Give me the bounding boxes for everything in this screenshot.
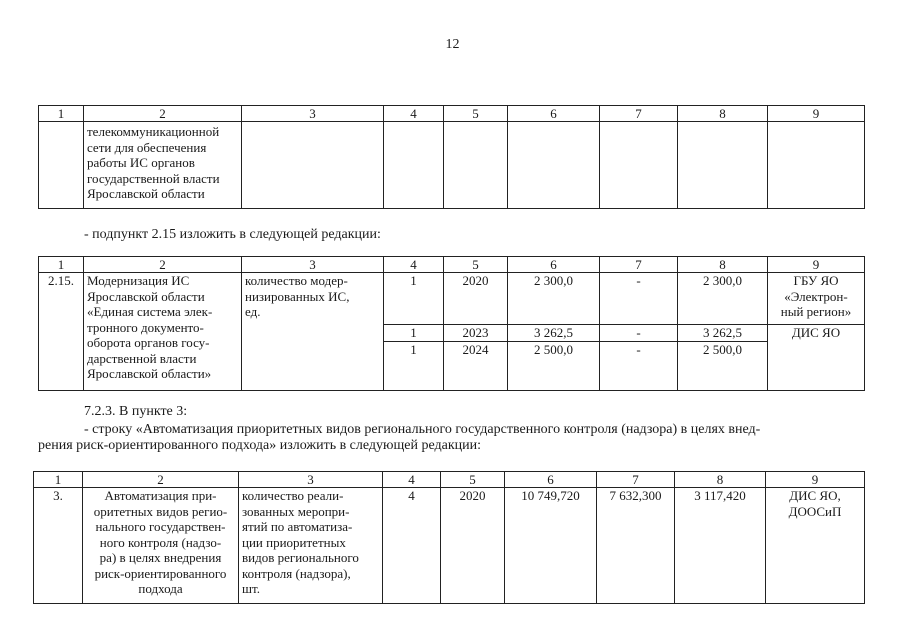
header-cell: 1 bbox=[34, 472, 83, 488]
value-cell: 2 500,0 bbox=[508, 342, 600, 391]
header-cell: 4 bbox=[383, 472, 441, 488]
header-cell: 4 bbox=[384, 106, 444, 122]
header-cell: 2 bbox=[83, 472, 239, 488]
value-cell: 1 bbox=[384, 342, 444, 391]
header-cell: 1 bbox=[39, 106, 84, 122]
table-header-row bbox=[39, 106, 865, 122]
table-header-row bbox=[39, 257, 865, 273]
executor-cell: ДИС ЯО, ДООСиП bbox=[766, 488, 865, 604]
paragraph-line-2: рения риск-ориентированного подхода» изложить в следующей редакции: bbox=[38, 438, 482, 453]
row-number-cell: 2.15. bbox=[39, 273, 84, 391]
header-cell: 2 bbox=[84, 106, 242, 122]
executor-cell: ДИС ЯО bbox=[768, 325, 865, 391]
year-cell: 2020 bbox=[444, 273, 508, 325]
table-point-3 bbox=[33, 471, 865, 604]
value-cell: - bbox=[600, 273, 678, 325]
header-cell: 4 bbox=[384, 257, 444, 273]
paragraph-7-2-3: 7.2.3. В пункте 3: bbox=[84, 404, 188, 419]
header-cell: 2 bbox=[84, 257, 242, 273]
table-row bbox=[39, 122, 865, 209]
header-cell: 9 bbox=[768, 106, 865, 122]
value-cell: 10 749,720 bbox=[505, 488, 597, 604]
value-cell: 3 117,420 bbox=[675, 488, 766, 604]
header-cell: 5 bbox=[441, 472, 505, 488]
year-cell: 2024 bbox=[444, 342, 508, 391]
table-row bbox=[39, 273, 865, 325]
value-cell: 3 262,5 bbox=[678, 325, 768, 342]
year-cell: 2023 bbox=[444, 325, 508, 342]
description-cell: телекоммуникационной сети для обеспечения работы ИС органов государственной власти Ярославской области bbox=[84, 122, 242, 209]
header-cell: 3 bbox=[242, 257, 384, 273]
header-cell: 1 bbox=[39, 257, 84, 273]
value-cell: 2 300,0 bbox=[678, 273, 768, 325]
value-cell: 2 500,0 bbox=[678, 342, 768, 391]
table-subpoint-2-15 bbox=[38, 256, 865, 391]
header-cell: 6 bbox=[508, 257, 600, 273]
paragraph-line-1: - строку «Автоматизация приоритетных видов регионального государственного контроля (надзора) в целях внед- bbox=[84, 422, 761, 437]
header-cell: 5 bbox=[444, 106, 508, 122]
header-cell: 9 bbox=[768, 257, 865, 273]
value-cell: - bbox=[600, 342, 678, 391]
header-cell: 9 bbox=[766, 472, 865, 488]
header-cell: 8 bbox=[678, 257, 768, 273]
header-cell: 7 bbox=[600, 257, 678, 273]
header-cell: 8 bbox=[675, 472, 766, 488]
header-cell: 6 bbox=[508, 106, 600, 122]
indicator-cell: количество модер- низированных ИС, ед. bbox=[242, 273, 384, 391]
page-number: 12 bbox=[445, 37, 460, 52]
indicator-cell: количество реали- зованных меропри- ятий по автоматиза- ции приоритетных видов регионального контроля (надзора), шт. bbox=[239, 488, 383, 604]
header-cell: 5 bbox=[444, 257, 508, 273]
value-cell: 1 bbox=[384, 325, 444, 342]
value-cell: 4 bbox=[383, 488, 441, 604]
table-continuation bbox=[38, 105, 865, 209]
value-cell: - bbox=[600, 325, 678, 342]
table-row bbox=[34, 488, 865, 604]
paragraph-subpoint-2-15: - подпункт 2.15 изложить в следующей редакции: bbox=[84, 227, 381, 242]
description-cell: Автоматизация при- оритетных видов регио- нального государствен- ного контроля (надзо- ра) в целях внедрения риск-ориентированного подхода bbox=[83, 488, 239, 604]
year-cell: 2020 bbox=[441, 488, 505, 604]
row-number-cell: 3. bbox=[34, 488, 83, 604]
header-cell: 7 bbox=[597, 472, 675, 488]
value-cell: 3 262,5 bbox=[508, 325, 600, 342]
executor-cell: ГБУ ЯО «Электрон- ный регион» bbox=[768, 273, 865, 325]
header-cell: 3 bbox=[242, 106, 384, 122]
header-cell: 8 bbox=[678, 106, 768, 122]
value-cell: 7 632,300 bbox=[597, 488, 675, 604]
header-cell: 7 bbox=[600, 106, 678, 122]
value-cell: 2 300,0 bbox=[508, 273, 600, 325]
header-cell: 6 bbox=[505, 472, 597, 488]
description-cell: Модернизация ИС Ярославской области «Единая система элек- тронного документо- оборота органов госу- дарственной власти Ярославской области» bbox=[84, 273, 242, 391]
table-header-row bbox=[34, 472, 865, 488]
header-cell: 3 bbox=[239, 472, 383, 488]
value-cell: 1 bbox=[384, 273, 444, 325]
